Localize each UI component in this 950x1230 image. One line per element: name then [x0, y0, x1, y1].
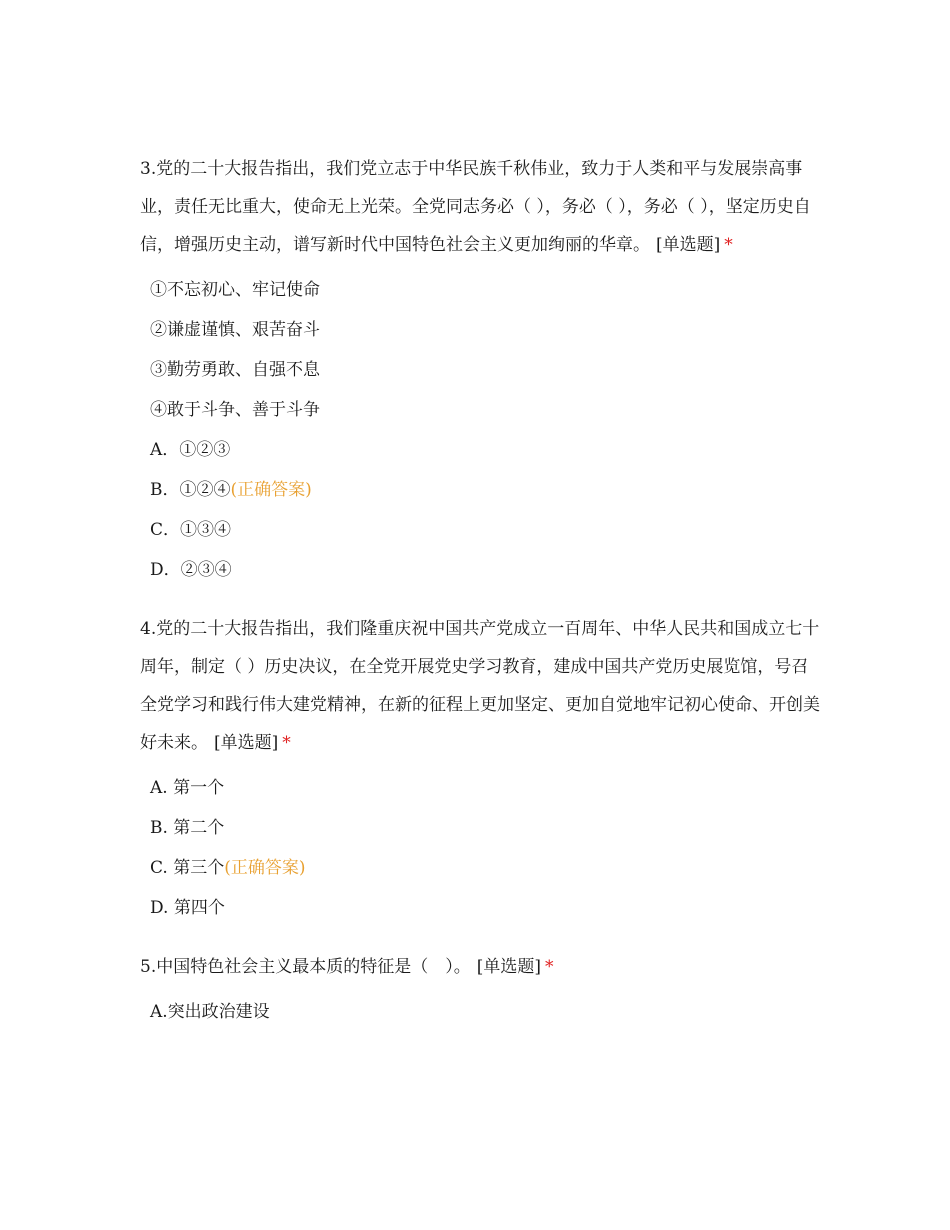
statement-item: ④敢于斗争、善于斗争: [150, 400, 320, 420]
required-star: *: [724, 235, 733, 255]
option-b[interactable]: B．①②④(正确答案): [150, 480, 312, 500]
question-3: [140, 150, 820, 590]
question-text: 4.党的二十大报告指出，我们隆重庆祝中国共产党成立一百周年、中华人民共和国成立七十周年，制定（ ）历史决议，在全党开展党史学习教育，建成中国共产党历史展览馆，号召全党学习和践行伟大建党精神，在新的征程上更加坚定、更加自觉地牢记初心使命、开创美好未来。 [单选题] *: [140, 619, 820, 753]
question-5: [140, 948, 820, 1032]
survey-page: [140, 150, 820, 1052]
option-a[interactable]: A. 第一个: [150, 778, 225, 798]
option-c[interactable]: C. 第三个(正确答案): [150, 858, 306, 878]
required-star: *: [545, 957, 554, 977]
statement-item: ②谦虚谨慎、艰苦奋斗: [150, 320, 320, 340]
question-type-tag: [单选题]: [476, 957, 541, 977]
statement-item: ③勤劳勇敢、自强不息: [150, 360, 320, 380]
question-text: 3.党的二十大报告指出，我们党立志于中华民族千秋伟业，致力于人类和平与发展崇高事业，责任无比重大，使命无上光荣。全党同志务必（ ），务必（ ），务必（ ），坚定历史自信，增强历史主动，谱写新时代中国特色社会主义更加绚丽的华章。 [单选题] *: [140, 159, 811, 255]
option-d[interactable]: D．②③④: [150, 560, 232, 580]
option-list: [150, 768, 820, 928]
question-text: 5.中国特色社会主义最本质的特征是（ ）。 [单选题] *: [140, 957, 554, 977]
correct-answer-mark: (正确答案): [224, 858, 306, 878]
option-a[interactable]: A．①②③: [150, 440, 231, 460]
option-a[interactable]: A.突出政治建设: [150, 1002, 270, 1022]
statement-item: ①不忘初心、牢记使命: [150, 280, 320, 300]
correct-answer-mark: (正确答案): [230, 480, 312, 500]
option-c[interactable]: C．①③④: [150, 520, 232, 540]
question-4: [140, 610, 820, 928]
option-d[interactable]: D. 第四个: [150, 898, 225, 918]
required-star: *: [282, 733, 291, 753]
question-type-tag: [单选题]: [214, 733, 279, 753]
option-list: [150, 992, 820, 1032]
option-list: [150, 270, 820, 590]
question-type-tag: [单选题]: [656, 235, 721, 255]
option-b[interactable]: B. 第二个: [150, 818, 225, 838]
